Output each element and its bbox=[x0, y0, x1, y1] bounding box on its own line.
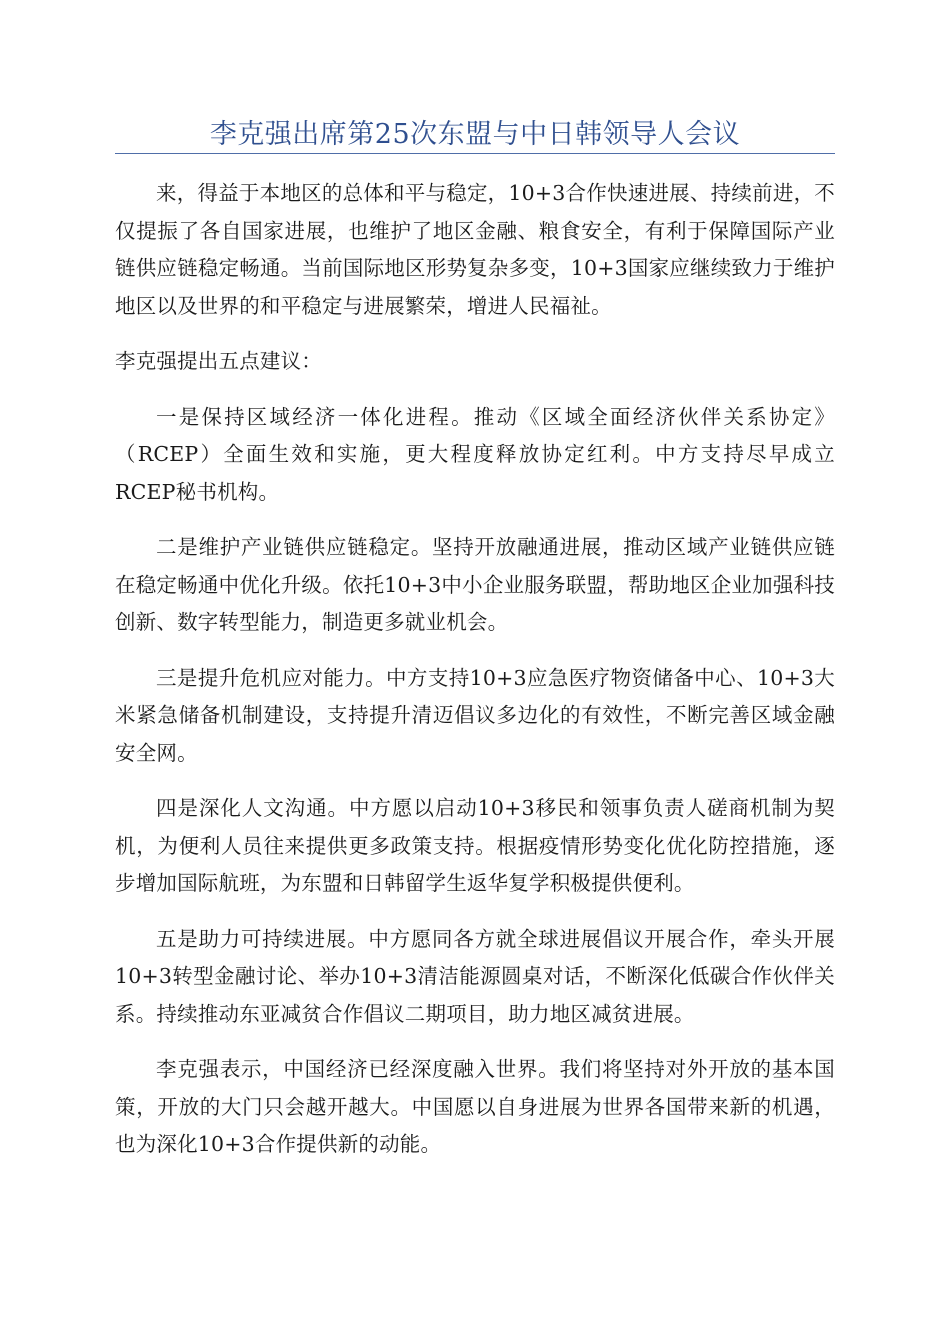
page-title: 李克强出席第25次东盟与中日韩领导人会议 bbox=[209, 119, 741, 150]
article-body bbox=[115, 175, 835, 1182]
paragraph-intro: 来，得益于本地区的总体和平与稳定，10+3合作快速进展、持续前进，不仅提振了各自国家进展，也维护了地区金融、粮食安全，有利于保障国际产业链供应链稳定畅通。当前国际地区形势复杂多变，10+3国家应继续致力于维护地区以及世界的和平稳定与进展繁荣，增进人民福祉。 bbox=[115, 181, 835, 318]
paragraph-proposals-lead: 李克强提出五点建议： bbox=[115, 349, 322, 373]
paragraph-proposal-1: 一是保持区域经济一体化进程。推动《区域全面经济伙伴关系协定》（RCEP）全面生效和实施，更大程度释放协定红利。中方支持尽早成立RCEP秘书机构。 bbox=[115, 404, 835, 504]
title-underline bbox=[115, 153, 835, 154]
paragraph-closing: 李克强表示，中国经济已经深度融入世界。我们将坚持对外开放的基本国策，开放的大门只会越开越大。中国愿以自身进展为世界各国带来新的机遇，也为深化10+3合作提供新的动能。 bbox=[115, 1057, 835, 1156]
paragraph-proposal-5: 五是助力可持续进展。中方愿同各方就全球进展倡议开展合作，牵头开展10+3转型金融讨论、举办10+3清洁能源圆桌对话，不断深化低碳合作伙伴关系。持续推动东亚减贫合作倡议二期项目，助力地区减贫进展。 bbox=[115, 926, 835, 1026]
paragraph-proposal-3: 三是提升危机应对能力。中方支持10+3应急医疗物资储备中心、10+3大米紧急储备机制建设，支持提升清迈倡议多边化的有效性，不断完善区域金融安全网。 bbox=[115, 665, 835, 765]
paragraph-proposal-2: 二是维护产业链供应链稳定。坚持开放融通进展，推动区域产业链供应链在稳定畅通中优化升级。依托10+3中小企业服务联盟，帮助地区企业加强科技创新、数字转型能力，制造更多就业机会。 bbox=[115, 535, 835, 634]
paragraph-proposal-4: 四是深化人文沟通。中方愿以启动10+3移民和领事负责人磋商机制为契机，为便利人员往来提供更多政策支持。根据疫情形势变化优化防控措施，逐步增加国际航班，为东盟和日韩留学生返华复学积极提供便利。 bbox=[115, 796, 835, 895]
